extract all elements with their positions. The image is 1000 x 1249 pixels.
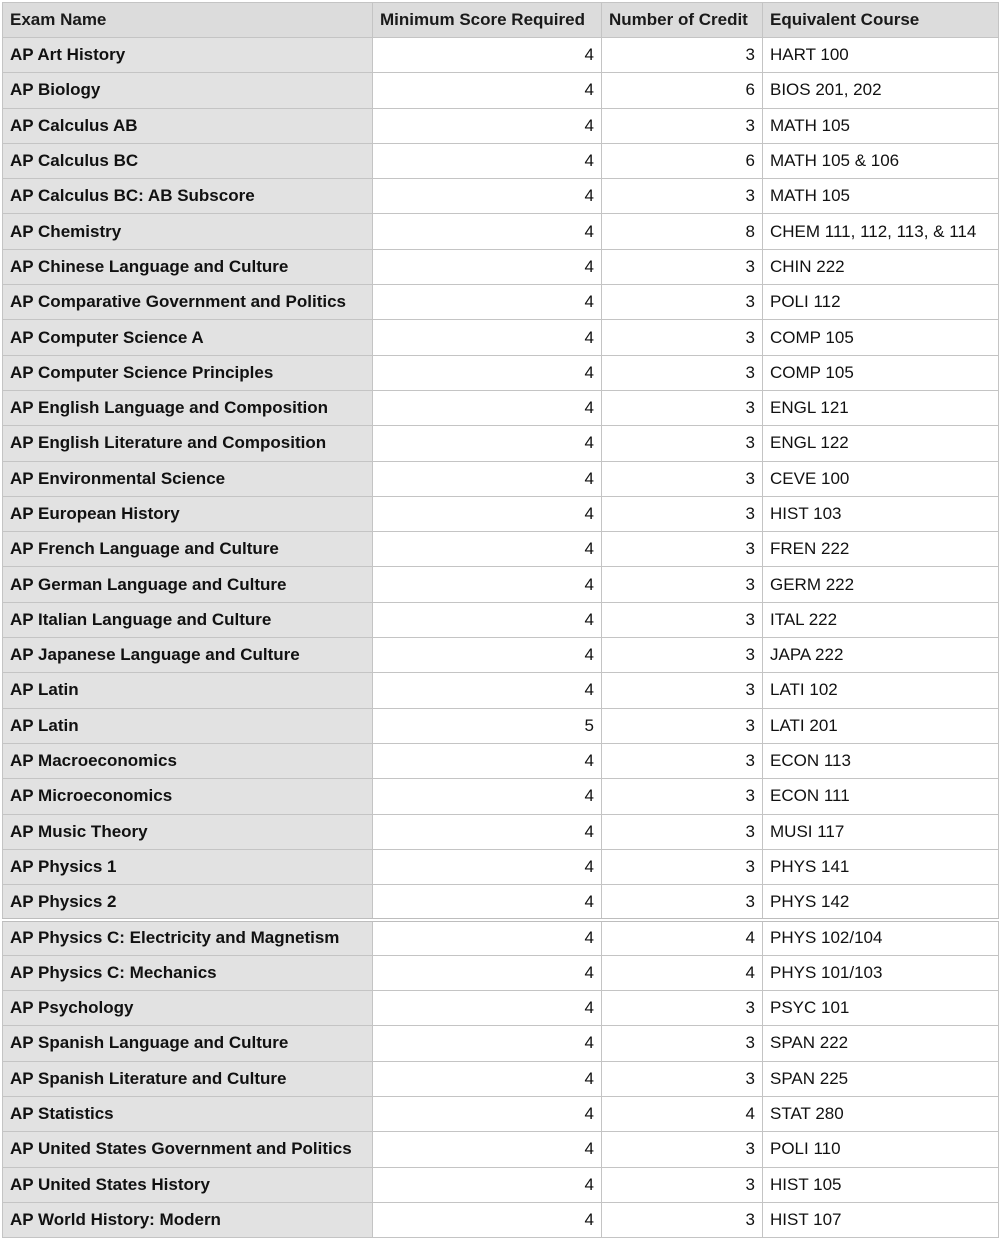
credits-cell: 3	[602, 885, 763, 920]
credits-cell: 3	[602, 496, 763, 531]
table-row	[3, 1132, 999, 1167]
exam-name-cell: AP Comparative Government and Politics	[3, 285, 373, 320]
credits-cell: 3	[602, 108, 763, 143]
exam-name-cell: AP Music Theory	[3, 814, 373, 849]
table-row	[3, 885, 999, 920]
equivalent-course-cell: SPAN 225	[763, 1061, 999, 1096]
credits-cell: 3	[602, 743, 763, 778]
exam-name-cell: AP Japanese Language and Culture	[3, 638, 373, 673]
credits-cell: 3	[602, 814, 763, 849]
credits-cell: 6	[602, 143, 763, 178]
exam-name-cell: AP English Language and Composition	[3, 390, 373, 425]
table-row	[3, 779, 999, 814]
table-row	[3, 1096, 999, 1131]
exam-name-cell: AP Physics C: Mechanics	[3, 955, 373, 990]
header-equivalent-course: Equivalent Course	[763, 3, 999, 38]
equivalent-course-cell: PHYS 142	[763, 885, 999, 920]
credits-cell: 3	[602, 285, 763, 320]
exam-name-cell: AP Calculus BC	[3, 143, 373, 178]
credits-cell: 3	[602, 426, 763, 461]
minimum-score-cell: 4	[373, 1096, 602, 1131]
header-number-of-credit: Number of Credit	[602, 3, 763, 38]
equivalent-course-cell: GERM 222	[763, 567, 999, 602]
minimum-score-cell: 4	[373, 814, 602, 849]
minimum-score-cell: 4	[373, 108, 602, 143]
exam-name-cell: AP Computer Science Principles	[3, 355, 373, 390]
minimum-score-cell: 4	[373, 920, 602, 955]
table-row	[3, 179, 999, 214]
credits-cell: 3	[602, 638, 763, 673]
minimum-score-cell: 4	[373, 743, 602, 778]
minimum-score-cell: 4	[373, 885, 602, 920]
equivalent-course-cell: LATI 102	[763, 673, 999, 708]
credits-cell: 6	[602, 73, 763, 108]
header-exam-name: Exam Name	[3, 3, 373, 38]
credits-cell: 3	[602, 708, 763, 743]
exam-name-cell: AP Latin	[3, 708, 373, 743]
table-row	[3, 708, 999, 743]
exam-name-cell: AP Calculus AB	[3, 108, 373, 143]
credits-cell: 3	[602, 532, 763, 567]
equivalent-course-cell: POLI 110	[763, 1132, 999, 1167]
credits-cell: 3	[602, 567, 763, 602]
credits-cell: 3	[602, 38, 763, 73]
credits-cell: 4	[602, 920, 763, 955]
table-row	[3, 673, 999, 708]
credits-cell: 3	[602, 849, 763, 884]
minimum-score-cell: 4	[373, 673, 602, 708]
table-row	[3, 1167, 999, 1202]
credits-cell: 3	[602, 1026, 763, 1061]
minimum-score-cell: 4	[373, 390, 602, 425]
table-row	[3, 355, 999, 390]
minimum-score-cell: 4	[373, 320, 602, 355]
credits-cell: 3	[602, 355, 763, 390]
table-row	[3, 638, 999, 673]
minimum-score-cell: 4	[373, 249, 602, 284]
credits-cell: 4	[602, 1096, 763, 1131]
minimum-score-cell: 4	[373, 355, 602, 390]
equivalent-course-cell: MATH 105 & 106	[763, 143, 999, 178]
table-row	[3, 991, 999, 1026]
equivalent-course-cell: ENGL 122	[763, 426, 999, 461]
equivalent-course-cell: LATI 201	[763, 708, 999, 743]
equivalent-course-cell: MUSI 117	[763, 814, 999, 849]
table-header	[3, 3, 999, 38]
exam-name-cell: AP Spanish Literature and Culture	[3, 1061, 373, 1096]
equivalent-course-cell: POLI 112	[763, 285, 999, 320]
table-row	[3, 390, 999, 425]
exam-name-cell: AP Physics 2	[3, 885, 373, 920]
exam-name-cell: AP Physics 1	[3, 849, 373, 884]
minimum-score-cell: 4	[373, 849, 602, 884]
minimum-score-cell: 4	[373, 567, 602, 602]
table-row	[3, 496, 999, 531]
exam-name-cell: AP Macroeconomics	[3, 743, 373, 778]
header-row	[3, 3, 999, 38]
table-row	[3, 955, 999, 990]
equivalent-course-cell: HIST 105	[763, 1167, 999, 1202]
table-row	[3, 567, 999, 602]
equivalent-course-cell: CHEM 111, 112, 113, & 114	[763, 214, 999, 249]
credits-cell: 3	[602, 320, 763, 355]
minimum-score-cell: 4	[373, 532, 602, 567]
table-row	[3, 1202, 999, 1237]
ap-credit-table	[2, 2, 999, 1238]
credits-cell: 3	[602, 179, 763, 214]
exam-name-cell: AP Italian Language and Culture	[3, 602, 373, 637]
minimum-score-cell: 4	[373, 1132, 602, 1167]
header-minimum-score: Minimum Score Required	[373, 3, 602, 38]
credits-cell: 3	[602, 991, 763, 1026]
credits-cell: 4	[602, 955, 763, 990]
equivalent-course-cell: COMP 105	[763, 320, 999, 355]
table-row	[3, 1061, 999, 1096]
table-row	[3, 249, 999, 284]
minimum-score-cell: 4	[373, 461, 602, 496]
equivalent-course-cell: MATH 105	[763, 179, 999, 214]
minimum-score-cell: 4	[373, 73, 602, 108]
equivalent-course-cell: COMP 105	[763, 355, 999, 390]
table-row	[3, 38, 999, 73]
table-row	[3, 920, 999, 955]
minimum-score-cell: 4	[373, 214, 602, 249]
credits-cell: 3	[602, 1202, 763, 1237]
table-row	[3, 320, 999, 355]
minimum-score-cell: 4	[373, 426, 602, 461]
exam-name-cell: AP European History	[3, 496, 373, 531]
exam-name-cell: AP Art History	[3, 38, 373, 73]
minimum-score-cell: 4	[373, 143, 602, 178]
exam-name-cell: AP Spanish Language and Culture	[3, 1026, 373, 1061]
exam-name-cell: AP English Literature and Composition	[3, 426, 373, 461]
minimum-score-cell: 4	[373, 1026, 602, 1061]
minimum-score-cell: 4	[373, 179, 602, 214]
equivalent-course-cell: HIST 103	[763, 496, 999, 531]
equivalent-course-cell: HART 100	[763, 38, 999, 73]
exam-name-cell: AP Latin	[3, 673, 373, 708]
table-row	[3, 849, 999, 884]
equivalent-course-cell: SPAN 222	[763, 1026, 999, 1061]
equivalent-course-cell: MATH 105	[763, 108, 999, 143]
equivalent-course-cell: BIOS 201, 202	[763, 73, 999, 108]
exam-name-cell: AP United States History	[3, 1167, 373, 1202]
exam-name-cell: AP Environmental Science	[3, 461, 373, 496]
exam-name-cell: AP World History: Modern	[3, 1202, 373, 1237]
equivalent-course-cell: PSYC 101	[763, 991, 999, 1026]
equivalent-course-cell: ENGL 121	[763, 390, 999, 425]
exam-name-cell: AP Physics C: Electricity and Magnetism	[3, 920, 373, 955]
equivalent-course-cell: PHYS 141	[763, 849, 999, 884]
credits-cell: 3	[602, 461, 763, 496]
minimum-score-cell: 4	[373, 38, 602, 73]
credits-cell: 3	[602, 602, 763, 637]
equivalent-course-cell: CHIN 222	[763, 249, 999, 284]
table-row	[3, 214, 999, 249]
table-row	[3, 143, 999, 178]
exam-name-cell: AP Psychology	[3, 991, 373, 1026]
exam-name-cell: AP Microeconomics	[3, 779, 373, 814]
exam-name-cell: AP Statistics	[3, 1096, 373, 1131]
credits-cell: 3	[602, 1061, 763, 1096]
minimum-score-cell: 4	[373, 991, 602, 1026]
equivalent-course-cell: ECON 111	[763, 779, 999, 814]
credits-cell: 8	[602, 214, 763, 249]
equivalent-course-cell: CEVE 100	[763, 461, 999, 496]
equivalent-course-cell: PHYS 102/104	[763, 920, 999, 955]
minimum-score-cell: 4	[373, 955, 602, 990]
minimum-score-cell: 4	[373, 285, 602, 320]
equivalent-course-cell: STAT 280	[763, 1096, 999, 1131]
credits-cell: 3	[602, 779, 763, 814]
table-row	[3, 426, 999, 461]
table-row	[3, 814, 999, 849]
table-row	[3, 532, 999, 567]
exam-name-cell: AP Computer Science A	[3, 320, 373, 355]
minimum-score-cell: 4	[373, 1202, 602, 1237]
table-row	[3, 73, 999, 108]
equivalent-course-cell: JAPA 222	[763, 638, 999, 673]
minimum-score-cell: 4	[373, 779, 602, 814]
credits-cell: 3	[602, 1132, 763, 1167]
table-row	[3, 743, 999, 778]
table-row	[3, 602, 999, 637]
minimum-score-cell: 4	[373, 1061, 602, 1096]
exam-name-cell: AP Biology	[3, 73, 373, 108]
minimum-score-cell: 4	[373, 638, 602, 673]
equivalent-course-cell: ECON 113	[763, 743, 999, 778]
table-row	[3, 285, 999, 320]
equivalent-course-cell: PHYS 101/103	[763, 955, 999, 990]
table-row	[3, 1026, 999, 1061]
exam-name-cell: AP Chemistry	[3, 214, 373, 249]
exam-name-cell: AP United States Government and Politics	[3, 1132, 373, 1167]
exam-name-cell: AP Chinese Language and Culture	[3, 249, 373, 284]
equivalent-course-cell: ITAL 222	[763, 602, 999, 637]
table-body	[3, 38, 999, 1238]
minimum-score-cell: 4	[373, 1167, 602, 1202]
minimum-score-cell: 4	[373, 602, 602, 637]
equivalent-course-cell: HIST 107	[763, 1202, 999, 1237]
minimum-score-cell: 5	[373, 708, 602, 743]
exam-name-cell: AP French Language and Culture	[3, 532, 373, 567]
exam-name-cell: AP German Language and Culture	[3, 567, 373, 602]
credits-cell: 3	[602, 390, 763, 425]
table-row	[3, 461, 999, 496]
credits-cell: 3	[602, 673, 763, 708]
minimum-score-cell: 4	[373, 496, 602, 531]
table-row	[3, 108, 999, 143]
credits-cell: 3	[602, 1167, 763, 1202]
exam-name-cell: AP Calculus BC: AB Subscore	[3, 179, 373, 214]
credits-cell: 3	[602, 249, 763, 284]
equivalent-course-cell: FREN 222	[763, 532, 999, 567]
